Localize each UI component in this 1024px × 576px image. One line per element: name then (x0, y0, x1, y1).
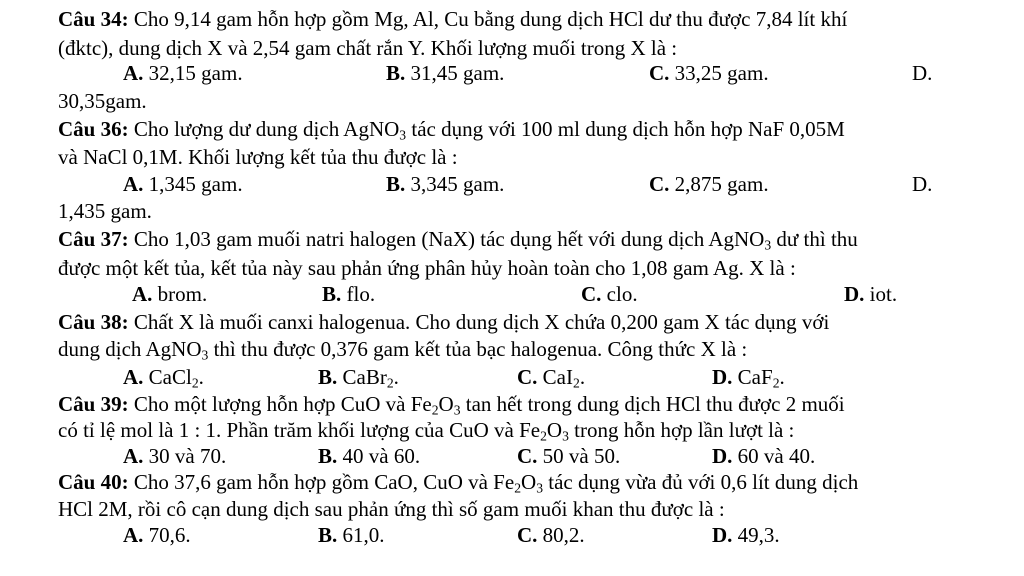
q34-option-d-letter: D. (912, 61, 933, 85)
q38-option-a: A. CaCl$_2$. (123, 365, 204, 391)
q37-option-d: D. iot. (844, 282, 898, 306)
q37-option-b: B. flo. (322, 282, 376, 306)
q36-option-c: C. 2,875 gam. (649, 172, 769, 196)
q38-text-1: Chất X là muối canxi halogenua. Cho dung dịch X chứa 0,200 gam X tác dụng với (133, 310, 830, 334)
q34-line-2: (đktc), dung dịch X và 2,54 gam chất rắn Y. Khối lượng muối trong X là : (58, 36, 678, 60)
q39-option-c: C. 50 và 50. (517, 444, 621, 468)
q40-line-2: HCl 2M, rồi cô cạn dung dịch sau phản ứng thì số gam muối khan thu được là : (58, 497, 725, 521)
q37-label: Câu 37: (58, 227, 129, 251)
q39-label: Câu 39: (58, 392, 129, 416)
q39-option-b: B. 40 và 60. (318, 444, 421, 468)
q40-line-1: Câu 40: Cho 37,6 gam hỗn hợp gồm CaO, CuO và $Fe_2O_3$ tác dụng vừa đủ với 0,6 lít dung dịch (58, 470, 859, 496)
q37-line-1: Câu 37: Cho 1,03 gam muối natri halogen (NaX) tác dụng hết với dung dịch AgNO$_3$ dư thì thu (58, 227, 858, 253)
q38-label: Câu 38: (58, 310, 129, 334)
q36-option-b: B. 3,345 gam. (386, 172, 505, 196)
q34-option-d-text: 30,35gam. (58, 89, 147, 113)
q36-option-d-text: 1,435 gam. (58, 199, 152, 223)
q40-label: Câu 40: (58, 470, 129, 494)
q38-line-1 (58, 310, 829, 334)
q38-option-d: D. CaF$_2$. (712, 365, 785, 391)
q38-option-c: C. CaI$_2$. (517, 365, 586, 391)
q38-line-2: dung dịch AgNO$_3$ thì thu được 0,376 gam kết tủa bạc halogenua. Công thức X là : (58, 337, 748, 363)
q39-option-d: D. 60 và 40. (712, 444, 816, 468)
q34-label: Câu 34: (58, 7, 129, 31)
q40-option-c: C. 80,2. (517, 523, 585, 547)
q39-line-1: Câu 39: Cho một lượng hỗn hợp CuO và $Fe_2O_3$ tan hết trong dung dịch HCl thu được 2 muối (58, 392, 845, 418)
q37-line-2: được một kết tủa, kết tủa này sau phản ứng phân hủy hoàn toàn cho 1,08 gam Ag. X là : (58, 256, 796, 280)
q36-label: Câu 36: (58, 117, 129, 141)
q36-line-1: Câu 36: Cho lượng dư dung dịch AgNO$_3$ tác dụng với 100 ml dung dịch hỗn hợp NaF 0,05M (58, 117, 845, 143)
q36-option-a: A. 1,345 gam. (123, 172, 243, 196)
q40-option-b: B. 61,0. (318, 523, 385, 547)
q34-option-b: B. 31,45 gam. (386, 61, 505, 85)
q37-option-c: C. clo. (581, 282, 638, 306)
q40-option-a: A. 70,6. (123, 523, 191, 547)
q34-option-a: A. 32,15 gam. (123, 61, 243, 85)
q39-option-a: A. 30 và 70. (123, 444, 227, 468)
q34-line-1 (58, 7, 847, 31)
q38-option-b: B. CaBr$_2$. (318, 365, 399, 391)
q37-option-a: A. brom. (132, 282, 208, 306)
q36-line-2: và NaCl 0,1M. Khối lượng kết tủa thu được là : (58, 145, 458, 169)
q39-line-2: có tỉ lệ mol là 1 : 1. Phần trăm khối lượng của CuO và $Fe_2O_3$ trong hỗn hợp lần lượt là : (58, 418, 795, 444)
q36-option-d-letter: D. (912, 172, 933, 196)
q34-text-1: Cho 9,14 gam hỗn hợp gồm Mg, Al, Cu bằng dung dịch HCl dư thu được 7,84 lít khí (133, 7, 848, 31)
q40-option-d: D. 49,3. (712, 523, 780, 547)
q34-option-c: C. 33,25 gam. (649, 61, 769, 85)
